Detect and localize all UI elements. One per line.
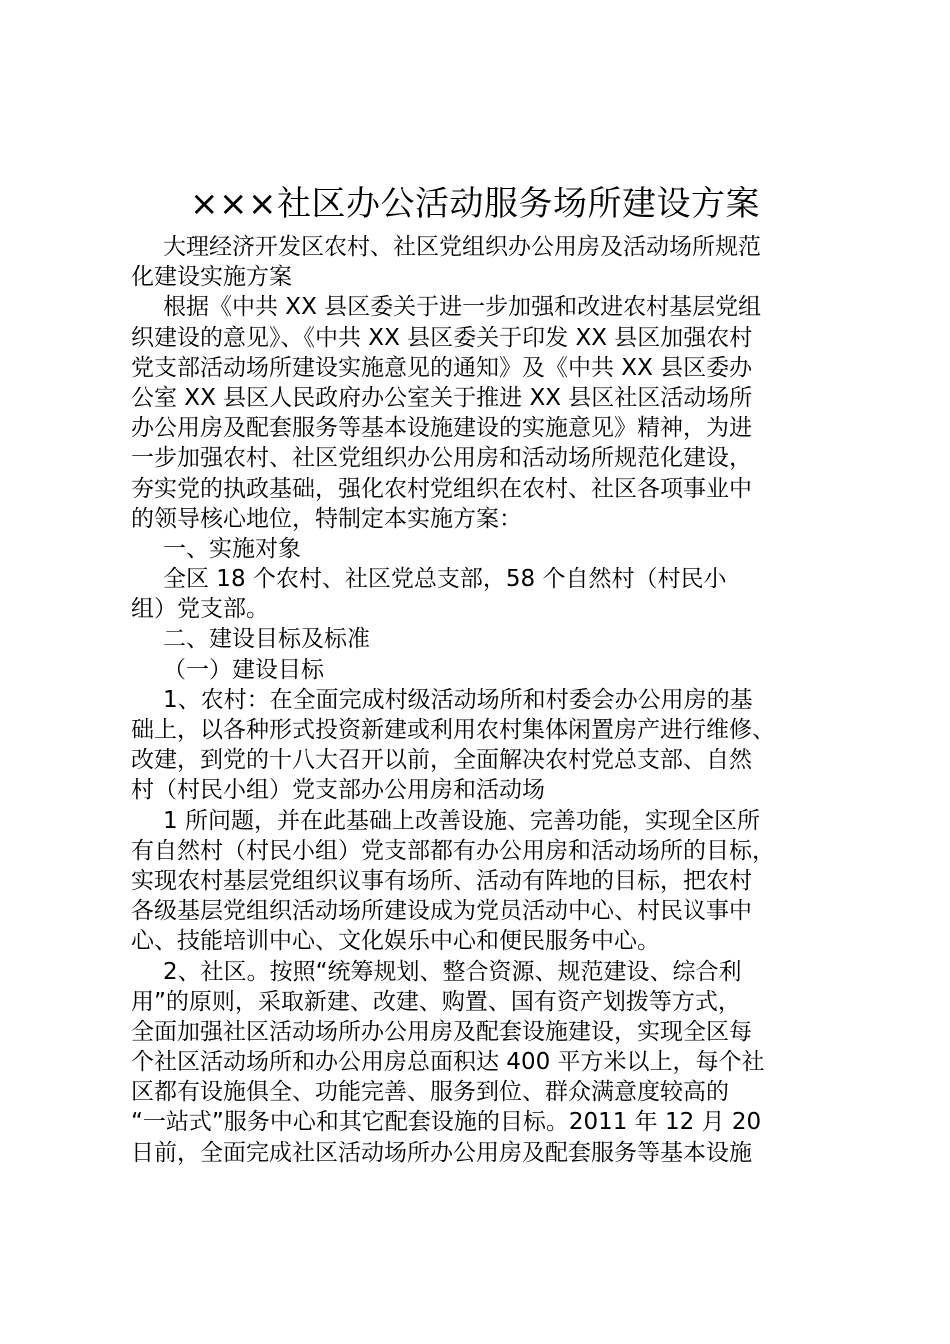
text-line: 实现农村基层党组织议事有场所、活动有阵地的目标，把农村: [131, 867, 752, 894]
text-line: （一）建设目标: [163, 656, 324, 683]
text-line: 有自然村（村民小组）党支部都有办公用房和活动场所的目标，: [131, 837, 775, 864]
text-line: 1、农村：在全面完成村级活动场所和村委会办公用房的基: [163, 686, 753, 713]
text-line: 心、技能培训中心、文化娱乐中心和便民服务中心。: [131, 928, 660, 955]
document-title: ×××社区办公活动服务场所建设方案: [190, 184, 760, 224]
text-line: 村（村民小组）党支部办公用房和活动场: [131, 777, 545, 804]
text-line: 组）党支部。: [131, 596, 269, 623]
text-line: 2、社区。按照“统筹规划、整合资源、规范建设、综合利: [163, 958, 742, 985]
text-line: 党支部活动场所建设实施意见的通知》及《中共 XX 县区委办: [131, 354, 753, 381]
text-line: 各级基层党组织活动场所建设成为党员活动中心、村民议事中: [131, 898, 752, 925]
text-line: 一、实施对象: [163, 535, 301, 562]
text-line: 础上，以各种形式投资新建或利用农村集体闲置房产进行维修、: [131, 717, 775, 743]
text-line: 全区 18 个农村、社区党总支部，58 个自然村（村民小: [163, 566, 727, 593]
text-line: 织建设的意见》、《中共 XX 县区委关于印发 XX 县区加强农村: [131, 324, 753, 351]
text-line: 办公用房及配套服务等基本设施建设的实施意见》精神，为进: [131, 415, 752, 442]
text-line: “一站式”服务中心和其它配套设施的目标。2011 年 12 月 20: [131, 1109, 762, 1136]
text-line: 1 所问题，并在此基础上改善设施、完善功能，实现全区所: [163, 807, 760, 834]
text-line: 日前，全面完成社区活动场所办公用房及配套服务等基本设施: [131, 1139, 752, 1166]
text-line: 一步加强农村、社区党组织办公用房和活动场所规范化建设，: [131, 445, 752, 472]
text-line: 区都有设施俱全、功能完善、服务到位、群众满意度较高的: [131, 1079, 729, 1106]
document-body: [131, 232, 831, 1168]
text-line: 夯实党的执政基础，强化农村党组织在农村、社区各项事业中: [131, 475, 752, 502]
text-line: 全面加强社区活动场所办公用房及配套设施建设，实现全区每: [131, 1018, 752, 1045]
text-line: 的领导核心地位，特制定本实施方案：: [131, 505, 522, 532]
text-line: 个社区活动场所和办公用房总面积达 400 平方米以上，每个社: [131, 1049, 765, 1076]
text-line: 大理经济开发区农村、社区党组织办公用房及活动场所规范: [163, 234, 761, 260]
text-line: 公室 XX 县区人民政府办公室关于推进 XX 县区社区活动场所: [131, 384, 753, 411]
text-line: 二、建设目标及标准: [163, 626, 370, 653]
text-line: 用”的原则，采取新建、改建、购置、国有资产划拨等方式，: [131, 988, 741, 1015]
text-line: 改建，到党的十八大召开以前，全面解决农村党总支部、自然: [131, 747, 752, 774]
text-line: 根据《中共 XX 县区委关于进一步加强和改进农村基层党组: [163, 294, 762, 321]
text-line: 化建设实施方案: [131, 264, 292, 291]
